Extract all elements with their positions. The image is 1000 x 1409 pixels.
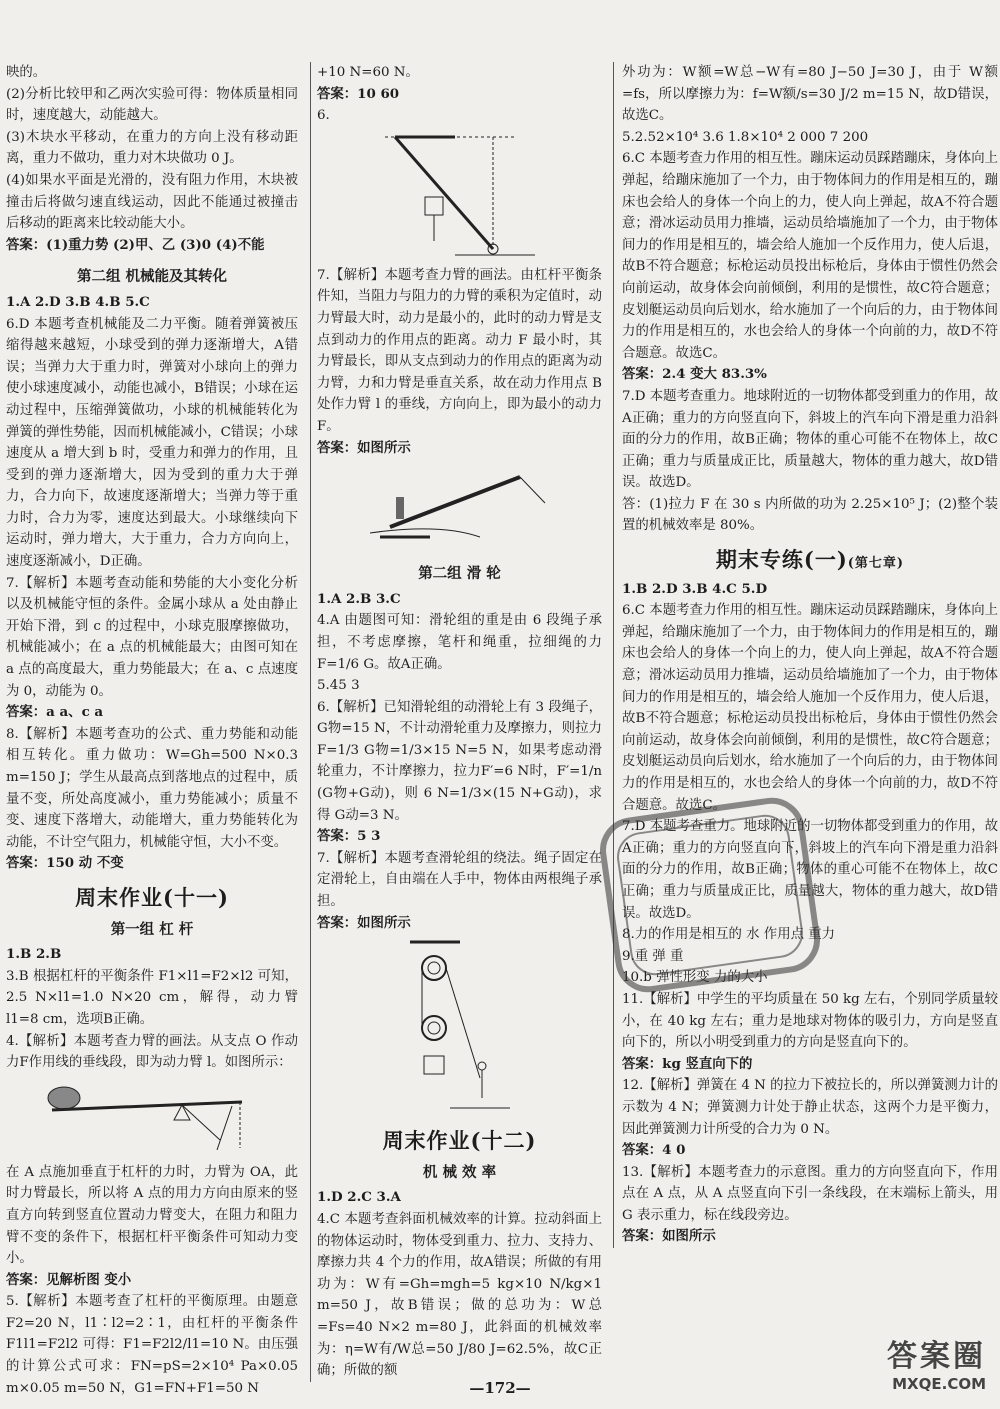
homework-title: 周末作业(十一): [75, 884, 229, 910]
question-text: 5.45 3: [317, 678, 360, 694]
question-text: 8.力的作用是相互的 水 作用点 重力: [622, 927, 836, 943]
answer-line: 答案：a a、c a: [6, 704, 104, 721]
question-text: 7.【解析】本题考查滑轮组的绕法。绳子固定在定滑轮上，自由端在人手中，物体由两根绳子承担。: [317, 850, 602, 910]
answer-line: 答案：如图所示: [317, 439, 411, 456]
question-text: 10.b 弹性形变 力的大小: [622, 970, 768, 986]
choice-answers: 1.B 2.B: [6, 946, 62, 963]
final-practice-sub: (第七章): [847, 556, 905, 572]
lever-force-diagram: [375, 131, 545, 261]
text-line: (2)分析比较甲和乙两次实验可得：物体质量相同时，速度越大，动能越大。: [6, 86, 298, 124]
question-text: 6.C 本题考查力作用的相互性。蹦床运动员踩踏蹦床，身体向上弹起，给蹦床施加了一个力，由于物体间力的作用是相互的，蹦床也会给人的身体一个向上的力，使人向上弹起，故A不符合题意；滑冰运动员用力推墙，运动员给墙施加了一个力，由于物体间力的作用是相互的，墙会给人施加一个反作用力，使人后退，故B不符合题意；标枪运动员投出标枪后，身体由于惯性仍然会向前运动，故身体会向前倾倒，利用的是惯性，故C符合题意；皮划艇运动员向后划水，给水施加了一个向后的力，由于物体间力的作用是相互的，水也会给人的身体一个向前的力，故D不符合题意。故选C。: [622, 151, 998, 361]
answer-line: 答案：见解析图 变小: [6, 1271, 132, 1288]
section-heading: 第一组 杠 杆: [110, 920, 194, 938]
answer-line: 答案：kg 竖直向下的: [622, 1055, 753, 1072]
text-line: 映的。: [6, 65, 47, 80]
text-line: +10 N=60 N。: [317, 65, 419, 80]
column-right: [613, 62, 998, 1248]
question-text: 4.【解析】本题考查力臂的画法。从支点 O 作动力F作用线的垂线段，即为动力臂 l。如图所示：: [6, 1033, 298, 1071]
column-left: [6, 62, 304, 1399]
question-text: 4.A 由题图可知：滑轮组的重是由 6 段绳子承担，不考虑摩擦，笔杆和绳重，拉细绳的力 F=1/6 G。故A正确。: [317, 613, 602, 672]
question-text: 7.【解析】本题考查动能和势能的大小变化分析以及机械能守恒的条件。金属小球从 a 处由静止开始下滑，到 c 的过程中，小球克服摩擦做功，机械能减小；在 a 点的机械能最大；由图可知在 a 点的高度最大，重力势能最大；在 a、c 点速度为 0，动能为 0。: [6, 575, 298, 699]
question-text: 13.【解析】本题考查力的示意图。重力的方向竖直向下，作用点在 A 点，从 A 点竖直向下引一条线段，在末端标上箭头，用 G 表示重力，标在线段旁边。: [622, 1164, 998, 1223]
answer-line: 答：(1)拉力 F 在 30 s 内所做的功为 2.25×10⁵ J；(2)整个装置的机械效率是 80%。: [622, 496, 998, 534]
choice-answers: 1.A 2.B 3.C: [317, 590, 401, 607]
question-text: 7.D 本题考查重力。地球附近的一切物体都受到重力的作用，故A正确；重力的方向竖直向下，斜坡上的汽车向下滑是重力沿斜面的分力的作用，故B正确；物体的重心可能不在物体上，故C正确；重力与质量成正比，质量越大，物体的重力越大，故D错误。故选D。: [622, 819, 998, 921]
answer-line: 答案：5 3: [317, 828, 381, 845]
question-text: 5.【解析】本题考查了杠杆的平衡原理。由题意 F2=20 N，l1∶l2=2∶1，由杠杆的平衡条件 F1l1=F2l2 可得：F1=F2l2/l1=10 N。由压强的计算公式可求：FN=pS=2×10⁴ Pa×0.05 m×0.05 m=50 N，G1=FN+F1=50 N: [6, 1294, 298, 1396]
question-number: 6.: [317, 108, 330, 124]
question-text: 3.B 根据杠杆的平衡条件 F1×l1=F2×l2 可知，2.5 N×l1=1.0 N×20 cm，解得，动力臂 l1=8 cm，选项B正确。: [6, 968, 298, 1027]
question-text: 7.D 本题考查重力。地球附近的一切物体都受到重力的作用，故A正确；重力的方向竖直向下，斜坡上的汽车向下滑是重力沿斜面的分力的作用，故B正确；物体的重心可能不在物体上，故C正确；重力与质量成正比，质量越大，物体的重力越大，故D错误。故选D。: [622, 388, 998, 491]
text-line: (3)木块水平移动，在重力的方向上没有移动距离，重力不做功，重力对木块做功 0 J。: [6, 129, 298, 167]
question-text: 11.【解析】中学生的平均质量在 50 kg 左右，个别同学质量较小，在 40 kg 左右；重力是地球对物体的吸引力，方向是竖直向下的，所以小明受到重力的方向是竖直向下的。: [622, 991, 998, 1051]
question-text: 12.【解析】弹簧在 4 N 的拉力下被拉长的，所以弹簧测力计的示数为 4 N；弹簧测力计处于静止状态，这两个力是平衡力，因此弹簧测力计所受的合力为 0 N。: [622, 1078, 998, 1137]
choice-answers: 1.D 2.C 3.A: [317, 1189, 401, 1206]
question-text: 5.2.52×10⁴ 3.6 1.8×10⁴ 2 000 7 200: [622, 129, 869, 145]
answer-line: 答案：(1)重力势 (2)甲、乙 (3)0 (4)不能: [6, 236, 265, 253]
final-practice-main: 期末专练(一): [715, 547, 848, 573]
question-text: 6.【解析】已知滑轮组的动滑轮上有 3 段绳子，G物=15 N，不计动滑轮重力及摩擦力，则拉力F=1/3 G物=1/3×15 N=5 N，如果考虑动滑轮重力，不计摩擦力，拉力F′=6 N时，F′=1/n (G物+G动)，则 6 N=1/3×(15 N+G动)，求得 G动=3 N。: [317, 699, 602, 823]
section-heading: 第二组 滑 轮: [418, 565, 501, 583]
question-text: 6.D 本题考查机械能及二力平衡。随着弹簧被压缩得越来越短，小球受到的弹力逐渐增大，A错误；当弹力大于重力时，弹簧对小球向上的弹力使小球速度减小，动能也减小，B错误；小球在运动过程中，压缩弹簧做功，小球的机械能转化为弹簧的弹性势能，因而机械能减小，C错误；小球速度从 a 增大到 b 时，受重力和弹力的作用，且受到的弹力逐渐增大，因为受到的重力大于弹力，合力向下，故速度逐渐增大；当弹力等于重力时，合力为零，速度达到最大。小球继续向下运动时，弹力增大，大于重力，合力方向向上，速度逐渐减小，D正确。: [6, 316, 298, 570]
answer-line: 答案：10 60: [317, 85, 400, 102]
question-text: 6.C 本题考查力作用的相互性。蹦床运动员踩踏蹦床，身体向上弹起，给蹦床施加了一个力，由于物体间力的作用是相互的，蹦床也会给人的身体一个向上的力，使人向上弹起，故A不符合题意；滑冰运动员用力推墙，运动员给墙施加了一个力，由于物体间力的作用是相互的，墙会给人施加一个反作用力，使人后退，故B不符合题意；标枪运动员投出标枪后，身体由于惯性仍然会向前运动，故身体会向前倾倒，利用的是惯性，故C符合题意；皮划艇运动员向后划水，给水施加了一个向后的力，由于物体间力的作用是相互的，水也会给人的身体一个向前的力，故D不符合题意。故选C。: [622, 603, 998, 813]
stamp-overlay: [600, 790, 820, 1000]
question-text: 9.重 弹 重: [622, 948, 684, 964]
section-heading: 机 械 效 率: [422, 1163, 497, 1181]
text-line: (4)如果水平面是光滑的，没有阻力作用，木块被撞击后将做匀速直线运动，因此不能通过被撞击后移动的距离来比较动能大小。: [6, 172, 298, 232]
question-text: 在 A 点施加垂直于杠杆的力时，力臂为 OA，此时力臂最长，所以将 A 点的用力方向由原来的竖直方向转到竖直位置动力臂变大，在阻力和阻力臂不变的条件下，根据杠杆平衡条件可知动力变小。: [6, 1164, 298, 1267]
question-text: 7.【解析】本题考查力臂的画法。由杠杆平衡条件知，当阻力与阻力的力臂的乘积为定值时，动力臂最大时，动力是最小的，此时的动力臂是支点到动力的作用点的距离。动力 F 最小时，其力臂最长，即从支点到动力的作用点的距离为动力臂，力和力臂是垂直关系，故在动力作用点 B 处作力臂 l 的垂线，方向向上，即为最小的动力F。: [317, 267, 602, 434]
site-watermark: [887, 1331, 986, 1393]
watermark-logo: 答案圈: [887, 1339, 986, 1374]
homework-title: 周末作业(十二): [382, 1128, 537, 1154]
choice-answers: 1.B 2.D 3.B 4.C 5.D: [622, 580, 768, 597]
page-number: —172—: [469, 1379, 531, 1397]
lever-diagram: [42, 1078, 262, 1158]
pulley-diagram: [400, 938, 520, 1118]
column-middle: [310, 62, 608, 1382]
choice-answers: 1.A 2.D 3.B 4.B 5.C: [6, 293, 150, 310]
answer-line: 答案：如图所示: [317, 914, 411, 931]
crowbar-diagram: [360, 463, 560, 553]
answer-line: 答案：2.4 变大 83.3%: [622, 366, 767, 383]
section-heading: 第二组 机械能及其转化: [76, 268, 228, 286]
question-text: 4.C 本题考查斜面机械效率的计算。拉动斜面上的物体运动时，物体受到重力、拉力、支持力、摩擦力共 4 个力的作用，故A错误；所做的有用功为：W有=Gh=mgh=5 kg×10 N/kg×1 m=50 J，故B错误；做的总功为：W总=Fs=40 N×2 m=80 J，此斜面的机械效率为：η=W有/W总=50 J/80 J=62.5%，故C正确；所做的额: [317, 1212, 602, 1379]
question-text: 8.【解析】本题考查功的公式、重力势能和动能相互转化。重力做功：W=Gh=500 N×0.3 m=150 J；学生从最高点到落地点的过程中，质量不变，所处高度减小，重力势能减小；质量不变、速度下落增大，动能增大，重力势能转化为动能，不计空气阻力，机械能守恒，大小不变。: [6, 726, 298, 850]
answer-line: 答案：150 动 不变: [6, 855, 124, 872]
answer-line: 答案：如图所示: [622, 1228, 716, 1245]
answer-line: 答案：4 0: [622, 1142, 686, 1159]
question-text: 外功为：W额=W总−W有=80 J−50 J=30 J，由于 W额=fs，所以摩擦力为：f=W额/s=30 J/2 m=15 N，故D错误，故选C。: [622, 65, 998, 124]
final-practice-title: [622, 549, 998, 575]
watermark-url: MXQE.COM: [892, 1375, 986, 1393]
